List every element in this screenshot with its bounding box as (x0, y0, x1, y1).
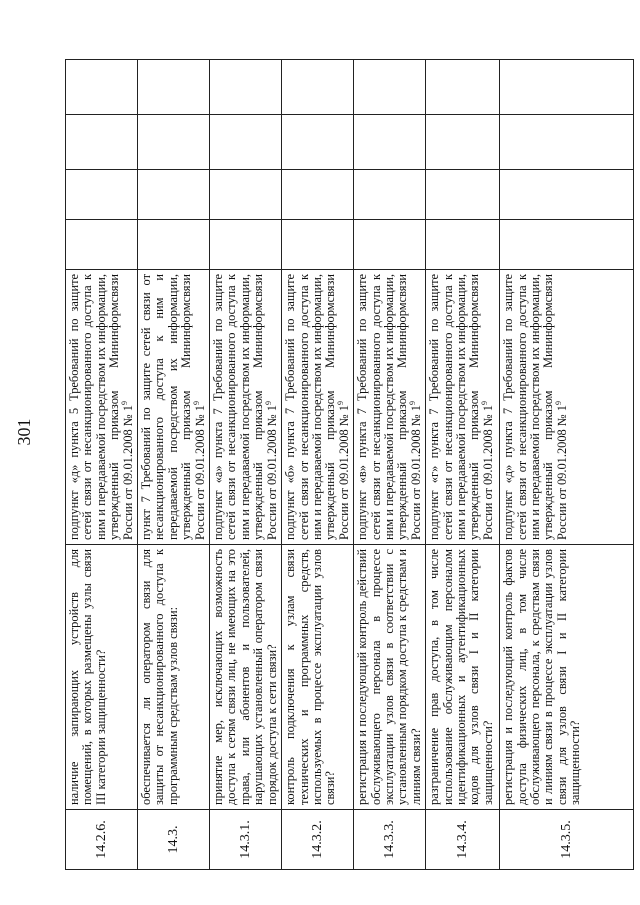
empty-cell (426, 60, 500, 115)
reference-text: подпункт «а» пункта 7 Требований по защите сетей связи от несанкционированного доступа к ним и передаваемой посредством их информации, утвержденный приказом Мининформсвязи России от 09.01.2008 № 1 (211, 274, 279, 540)
question-cell: контроль подключения к узлам связи технических и программных средств, используемых в процессе эксплуатации узлов связи? (282, 545, 354, 810)
reference-cell (500, 270, 634, 545)
footnote-mark: 9 (263, 401, 273, 406)
table-row (354, 60, 426, 870)
empty-cell (426, 115, 500, 170)
empty-cell (66, 60, 138, 115)
reference-cell (66, 270, 138, 545)
question-cell: наличие запирающих устройств для помещений, в которых размещены узлы связи III категории защищенности? (66, 545, 138, 810)
rotated-page-content (65, 60, 585, 870)
empty-cell (210, 170, 282, 220)
empty-cell (426, 220, 500, 270)
table-body (66, 60, 634, 870)
empty-cell (354, 220, 426, 270)
footnote-mark: 9 (119, 401, 129, 406)
row-number: 14.3.3. (354, 810, 426, 870)
reference-text: подпункт «б» пункта 7 Требований по защите сетей связи от несанкционированного доступа к ним и передаваемой посредством их информации, утвержденный приказом Мининформсвязи России от 09.01.2008 № 1 (283, 274, 351, 540)
empty-cell (354, 115, 426, 170)
empty-cell (66, 115, 138, 170)
table-row (66, 60, 138, 870)
empty-cell (66, 220, 138, 270)
empty-cell (66, 170, 138, 220)
empty-cell (500, 170, 634, 220)
empty-cell (500, 115, 634, 170)
table-row (500, 60, 634, 870)
row-number: 14.2.6. (66, 810, 138, 870)
row-number: 14.3.2. (282, 810, 354, 870)
empty-cell (138, 115, 210, 170)
reference-text: пункт 7 Требований по защите сетей связи от несанкционированного доступа к ним и передаваемой посредством их информации, утвержденный приказом Мининформсвязи России от 09.01.2008 № 1 (139, 274, 207, 540)
footnote-mark: 9 (335, 401, 345, 406)
empty-cell (500, 220, 634, 270)
reference-cell (210, 270, 282, 545)
empty-cell (426, 170, 500, 220)
requirements-table (65, 59, 634, 870)
empty-cell (282, 60, 354, 115)
empty-cell (282, 170, 354, 220)
empty-cell (210, 115, 282, 170)
table-row (282, 60, 354, 870)
footnote-mark: 9 (191, 401, 201, 406)
empty-cell (282, 220, 354, 270)
empty-cell (282, 115, 354, 170)
empty-cell (210, 220, 282, 270)
question-cell: обеспечивается ли оператором связи для защиты от несанкционированного доступа к программным средствам узлов связи: (138, 545, 210, 810)
empty-cell (210, 60, 282, 115)
row-number: 14.3.1. (210, 810, 282, 870)
table-row (138, 60, 210, 870)
empty-cell (354, 170, 426, 220)
table-row (210, 60, 282, 870)
row-number: 14.3. (138, 810, 210, 870)
reference-cell (426, 270, 500, 545)
empty-cell (138, 220, 210, 270)
reference-cell (354, 270, 426, 545)
page-number: 301 (14, 418, 34, 446)
reference-text: подпункт «в» пункта 7 Требований по защите сетей связи от несанкционированного доступа к ним и передаваемой посредством их информации, утвержденный приказом Мининформсвязи России от 09.01.2008 № 1 (355, 274, 423, 540)
footnote-mark: 9 (407, 401, 417, 406)
empty-cell (138, 60, 210, 115)
question-cell: регистрация и последующий контроль действий обслуживающего персонала в процессе эксплуатации узлов связи в соответствии с установленным порядком доступа к средствам и линиям связи? (354, 545, 426, 810)
table-row (426, 60, 500, 870)
reference-cell (138, 270, 210, 545)
empty-cell (500, 60, 634, 115)
row-number: 14.3.5. (500, 810, 634, 870)
reference-text: подпункт «д» пункта 7 Требований по защите сетей связи от несанкционированного доступа к ним и передаваемой посредством их информации, утвержденный приказом Мининформсвязи России от 09.01.2008 № 1 (501, 274, 569, 540)
row-number: 14.3.4. (426, 810, 500, 870)
footnote-mark: 9 (553, 401, 563, 406)
footnote-mark: 9 (479, 401, 489, 406)
reference-text: подпункт «д» пункта 5 Требований по защите сетей связи от несанкционированного доступа к ним и передаваемой посредством их информации, утвержденный приказом Мининформсвязи России от 09.01.2008 № 1 (67, 274, 135, 540)
question-cell: разграничение прав доступа, в том числе использование обслуживающим персоналом идентификационных и аутентификационных кодов для узлов связи I и II категории защищенности? (426, 545, 500, 810)
reference-text: подпункт «г» пункта 7 Требований по защите сетей связи от несанкционированного доступа к ним и передаваемой посредством их информации, утвержденный приказом Мининформсвязи России от 09.01.2008 № 1 (427, 274, 495, 540)
empty-cell (354, 60, 426, 115)
question-cell: регистрация и последующий контроль фактов доступа физических лиц, в том числе обслуживающего персонала, к средствам связи и линиям связи в процессе эксплуатации узлов связи для узлов связи I и II категории защищенности? (500, 545, 634, 810)
reference-cell (282, 270, 354, 545)
empty-cell (138, 170, 210, 220)
question-cell: принятие мер, исключающих возможность доступа к сетям связи лиц, не имеющих на это права, или абонентов и пользователей, нарушающих установленный оператором связи порядок доступа к сети связи? (210, 545, 282, 810)
